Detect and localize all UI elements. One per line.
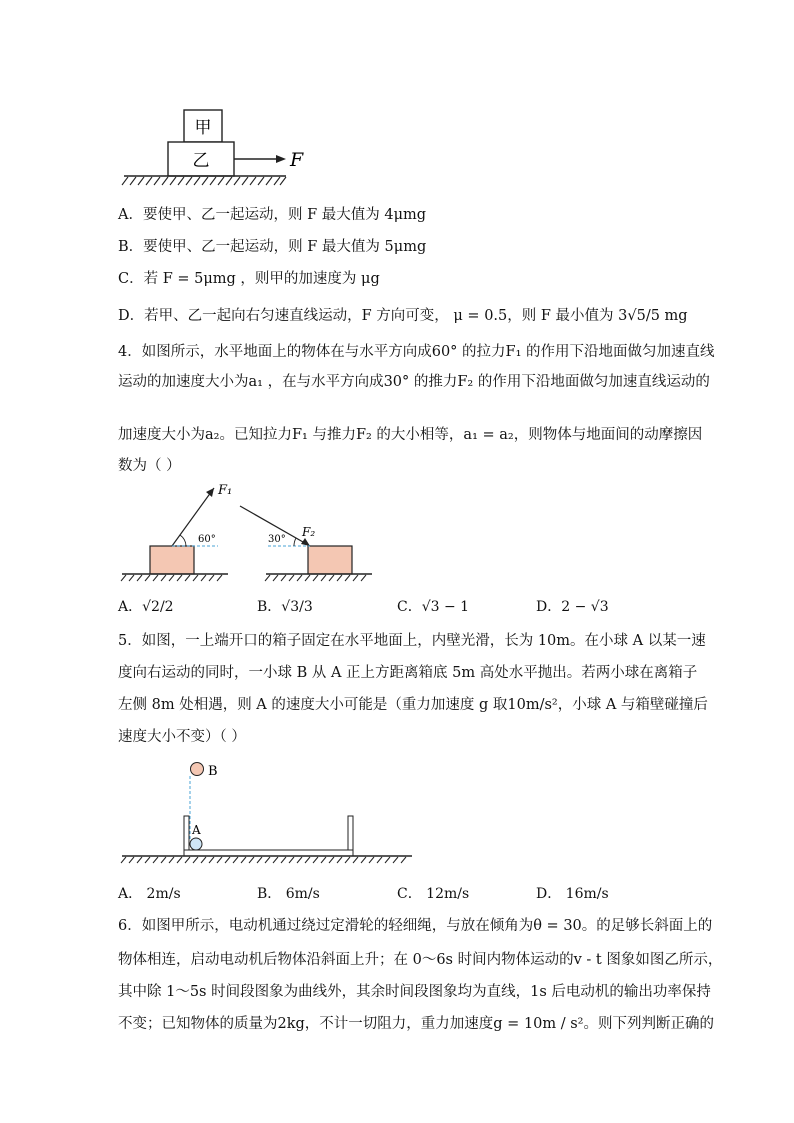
q4-option-a: A．√2/2: [118, 599, 174, 615]
q3-option-a: A．要使甲、乙一起运动，则 F 最大值为 4μmg: [118, 207, 427, 223]
q4-line-4: 数为（ ）: [118, 458, 181, 474]
f2-label: F₂: [302, 525, 316, 539]
q5-option-c: C． 12m/s: [397, 886, 470, 902]
q5-line-4: 速度大小不变）（ ）: [118, 729, 246, 745]
q6-line-2: 物体相连，启动电动机后物体沿斜面上升；在 0～6s 时间内物体运动的v - t 图象如图乙所示，: [118, 952, 723, 968]
block-yi-label: 乙: [192, 151, 210, 171]
q4-block-left: [150, 546, 194, 574]
angle1-label: 60°: [198, 534, 216, 545]
q4-line-2: 运动的加速度大小为a₁ ，在与水平方向成30° 的推力F₂ 的作用下沿地面做匀加速直线运动的: [118, 374, 710, 390]
ball-b: [191, 763, 204, 776]
q5-line-3: 左侧 8m 处相遇，则 A 的速度大小可能是（重力加速度 g 取10m/s²，小球 A 与箱壁碰撞后: [118, 697, 708, 713]
angle2-label: 30°: [268, 534, 286, 545]
q4-option-d: D．2 − √3: [536, 599, 609, 615]
q6-line-1: 6．如图甲所示，电动机通过绕过定滑轮的轻细绳，与放在倾角为θ = 30。的足够长斜面上的: [118, 918, 713, 934]
block-jia-label: 甲: [194, 118, 212, 138]
q6-line-4: 不变；已知物体的质量为2kg，不计一切阻力，重力加速度g = 10m / s²。则下列判断正确的: [118, 1016, 714, 1032]
ball-a-label: A: [192, 823, 201, 837]
q3-figure: [118, 106, 318, 188]
q5-option-b: B． 6m/s: [257, 886, 320, 902]
ground-hatch: [122, 177, 286, 185]
q4-line-1: 4．如图所示，水平地面上的物体在与水平方向成60° 的拉力F₁ 的作用下沿地面做匀加速直线: [118, 344, 715, 360]
q3-option-d: D．若甲、乙一起向右匀速直线运动，F 方向可变， μ = 0.5，则 F 最小值为 3√5/5 mg: [118, 308, 688, 324]
ball-b-label: B: [208, 764, 218, 779]
q5-option-d: D． 16m/s: [536, 886, 609, 902]
q5-line-2: 度向右运动的同时，一小球 B 从 A 正上方距离箱底 5m 高处水平抛出。若两小球在离箱子: [118, 665, 698, 681]
q4-figure: [118, 480, 388, 585]
f1-label: F₁: [218, 483, 233, 498]
q4-line-3: 加速度大小为a₂。已知拉力F₁ 与推力F₂ 的大小相等，a₁ = a₂，则物体与地面间的动摩擦因: [118, 427, 703, 443]
q5-line-1: 5．如图，一上端开口的箱子固定在水平地面上，内壁光滑，长为 10m。在小球 A 以某一速: [118, 633, 706, 649]
box-floor: [184, 850, 353, 856]
q4-option-c: C．√3 − 1: [397, 599, 470, 615]
force-label: F: [290, 149, 304, 171]
q3-option-b: B．要使甲、乙一起运动，则 F 最大值为 5μmg: [118, 239, 427, 255]
q5-option-a: A． 2m/s: [118, 886, 181, 902]
q5-figure: [118, 756, 418, 868]
q4-block-right: [308, 546, 352, 574]
q4-option-b: B．√3/3: [257, 599, 313, 615]
q3-option-c: C．若 F = 5μmg ，则甲的加速度为 μg: [118, 271, 380, 287]
ball-a: [190, 838, 202, 850]
q6-line-3: 其中除 1～5s 时间段图象为曲线外，其余时间段图象均为直线，1s 后电动机的输出功率保持: [118, 984, 711, 1000]
